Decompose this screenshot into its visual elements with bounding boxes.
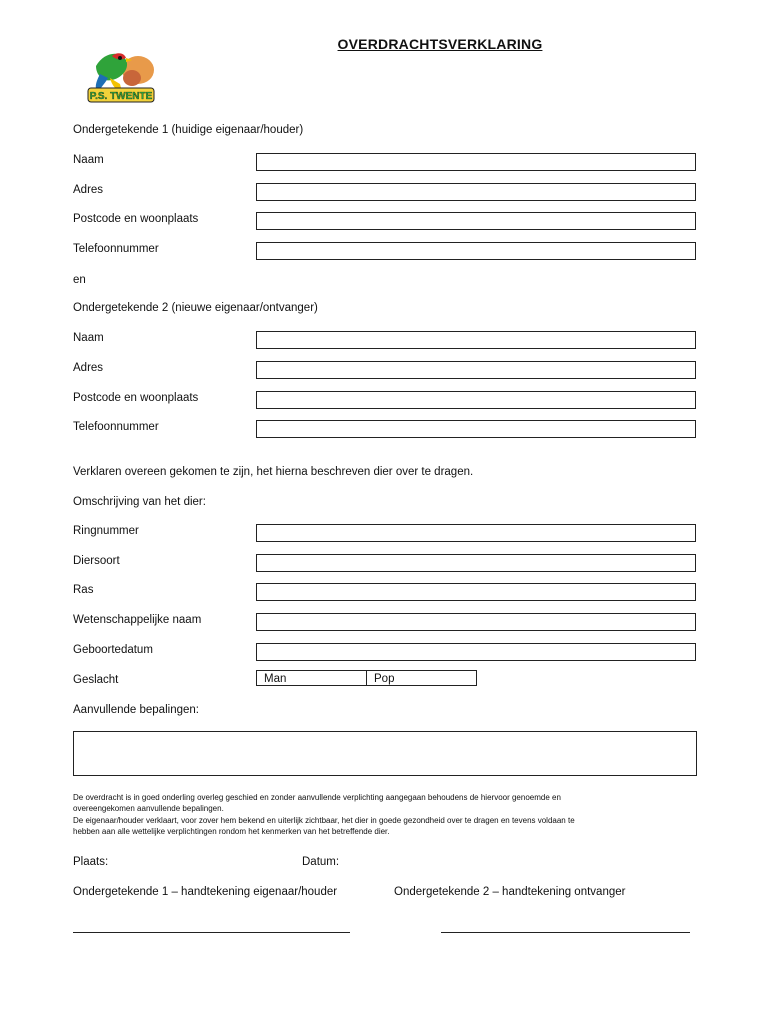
owner-heading: Ondergetekende 1 (huidige eigenaar/houder) (73, 124, 304, 136)
receiver-postcode-label: Postcode en woonplaats (73, 392, 199, 404)
receiver-heading: Ondergetekende 2 (nieuwe eigenaar/ontvanger) (73, 302, 318, 314)
owner-address-field[interactable] (256, 183, 696, 201)
and-text: en (73, 274, 86, 286)
club-logo (86, 48, 156, 106)
owner-address-label: Adres (73, 184, 104, 196)
owner-postcode-label: Postcode en woonplaats (73, 213, 199, 225)
fine-print-line-2: overeengekomen aanvullende bepalingen. (73, 804, 224, 813)
svg-text:P.S. TWENTE: P.S. TWENTE (89, 91, 153, 102)
owner-name-field[interactable] (256, 153, 696, 171)
owner-phone-field[interactable] (256, 242, 696, 260)
birthdate-label: Geboortedatum (73, 644, 153, 656)
extra-provisions-field[interactable] (73, 731, 697, 776)
sex-option-female[interactable]: Pop (366, 670, 477, 686)
sex-label: Geslacht (73, 674, 119, 686)
receiver-name-label: Naam (73, 332, 104, 344)
species-label: Diersoort (73, 555, 120, 567)
breed-label: Ras (73, 584, 94, 596)
owner-name-label: Naam (73, 154, 104, 166)
receiver-phone-label: Telefoonnummer (73, 421, 159, 433)
owner-phone-label: Telefoonnummer (73, 243, 159, 255)
fine-print-line-1: De overdracht is in goed onderling overleg geschied en zonder aanvullende verplichting aangegaan behoudens de hiervoor genoemde en (73, 793, 561, 802)
owner-postcode-field[interactable] (256, 212, 696, 230)
signature-2-line[interactable] (441, 932, 690, 933)
date-label: Datum: (302, 856, 340, 868)
breed-field[interactable] (256, 583, 696, 601)
extra-heading: Aanvullende bepalingen: (73, 704, 199, 716)
signature-2-label: Ondergetekende 2 – handtekening ontvanger (394, 886, 626, 898)
receiver-phone-field[interactable] (256, 420, 696, 438)
signature-1-line[interactable] (73, 932, 350, 933)
ring-field[interactable] (256, 524, 696, 542)
animal-heading: Omschrijving van het dier: (73, 496, 206, 508)
scientific-name-field[interactable] (256, 613, 696, 631)
scientific-name-label: Wetenschappelijke naam (73, 614, 202, 626)
fine-print-line-4: hebben aan alle wettelijke verplichtingen rondom het kenmerken van het betreffende dier. (73, 827, 390, 836)
declaration-text: Verklaren overeen gekomen te zijn, het hierna beschreven dier over te dragen. (73, 466, 474, 478)
birthdate-field[interactable] (256, 643, 696, 661)
page-title: OVERDRACHTSVERKLARING (337, 36, 543, 52)
signature-1-label: Ondergetekende 1 – handtekening eigenaar/houder (73, 886, 338, 898)
place-label: Plaats: (73, 856, 109, 868)
fine-print-line-3: De eigenaar/houder verklaart, voor zover hem bekend en uiterlijk zichtbaar, het dier in goede gezondheid over te dragen en tevens voldaan te (73, 816, 575, 825)
ring-label: Ringnummer (73, 525, 139, 537)
receiver-name-field[interactable] (256, 331, 696, 349)
receiver-postcode-field[interactable] (256, 391, 696, 409)
species-field[interactable] (256, 554, 696, 572)
receiver-address-field[interactable] (256, 361, 696, 379)
sex-option-male[interactable]: Man (256, 670, 367, 686)
receiver-address-label: Adres (73, 362, 104, 374)
